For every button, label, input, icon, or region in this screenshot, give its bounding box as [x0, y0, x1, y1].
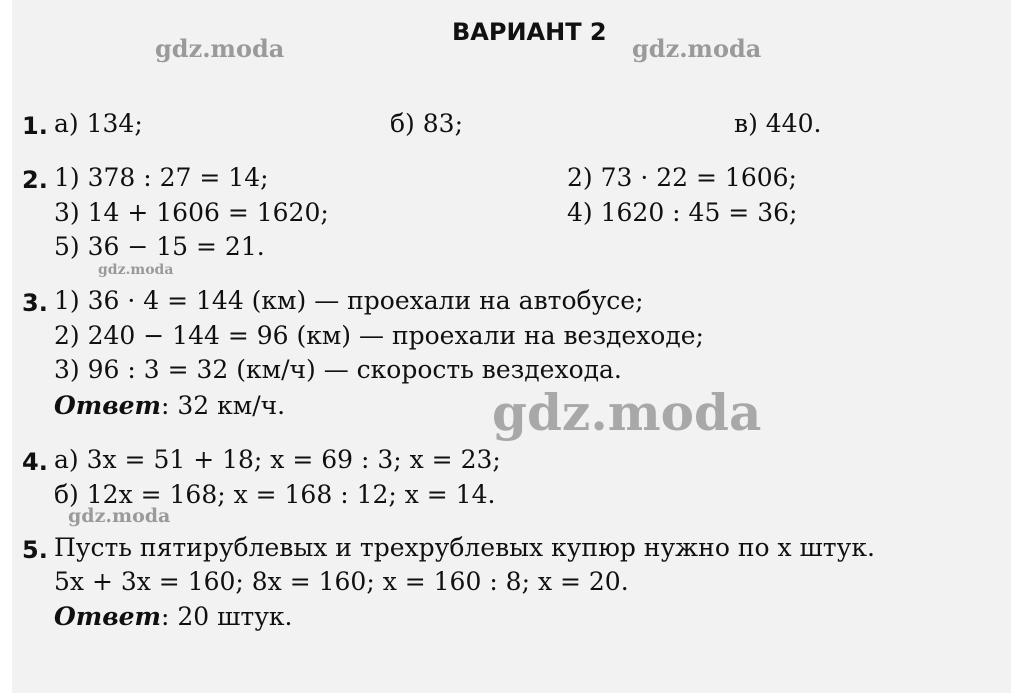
- problem-5-number: 5.: [22, 536, 48, 564]
- watermark: gdz.moda: [155, 34, 285, 63]
- problem-4-a: а) 3x = 51 + 18; x = 69 : 3; x = 23;: [54, 445, 501, 474]
- watermark: gdz.moda: [98, 262, 174, 278]
- problem-3-step-3: 3) 96 : 3 = 32 (км/ч) — скорость вездехода.: [54, 355, 622, 384]
- problem-1-a: а) 134;: [54, 109, 143, 138]
- problem-2-step-5: 5) 36 − 15 = 21.: [54, 232, 265, 261]
- problem-2-step-2: 2) 73 · 22 = 1606;: [567, 163, 797, 192]
- problem-4-b: б) 12x = 168; x = 168 : 12; x = 14.: [54, 480, 496, 509]
- problem-5-answer: [54, 604, 293, 629]
- answer-value: : 32 км/ч.: [161, 391, 286, 420]
- problem-1-c: в) 440.: [734, 109, 822, 138]
- problem-3-number: 3.: [22, 289, 48, 317]
- answer-label: Ответ: [54, 602, 162, 631]
- problem-3-step-1: 1) 36 · 4 = 144 (км) — проехали на автобусе;: [54, 286, 644, 315]
- problem-2-step-1: 1) 378 : 27 = 14;: [54, 163, 269, 192]
- answer-label: Ответ: [54, 391, 162, 420]
- problem-5-line-2: 5x + 3x = 160; 8x = 160; x = 160 : 8; x = 20.: [54, 567, 629, 596]
- watermark: gdz.moda: [632, 34, 762, 63]
- problem-2-step-4: 4) 1620 : 45 = 36;: [567, 198, 798, 227]
- scanned-page: [12, 0, 1011, 693]
- problem-1-number: 1.: [22, 112, 48, 140]
- problem-1-b: б) 83;: [390, 109, 463, 138]
- answer-value: : 20 штук.: [161, 602, 293, 631]
- problem-3-answer: [54, 393, 285, 418]
- problem-2-step-3: 3) 14 + 1606 = 1620;: [54, 198, 329, 227]
- watermark: gdz.moda: [68, 505, 171, 527]
- problem-2-number: 2.: [22, 166, 48, 194]
- watermark: gdz.moda: [492, 383, 762, 442]
- problem-4-number: 4.: [22, 448, 48, 476]
- problem-3-step-2: 2) 240 − 144 = 96 (км) — проехали на вездеходе;: [54, 321, 704, 350]
- page-title: ВАРИАНТ 2: [452, 18, 607, 46]
- problem-5-line-1: Пусть пятирублевых и трехрублевых купюр нужно по x штук.: [54, 533, 875, 562]
